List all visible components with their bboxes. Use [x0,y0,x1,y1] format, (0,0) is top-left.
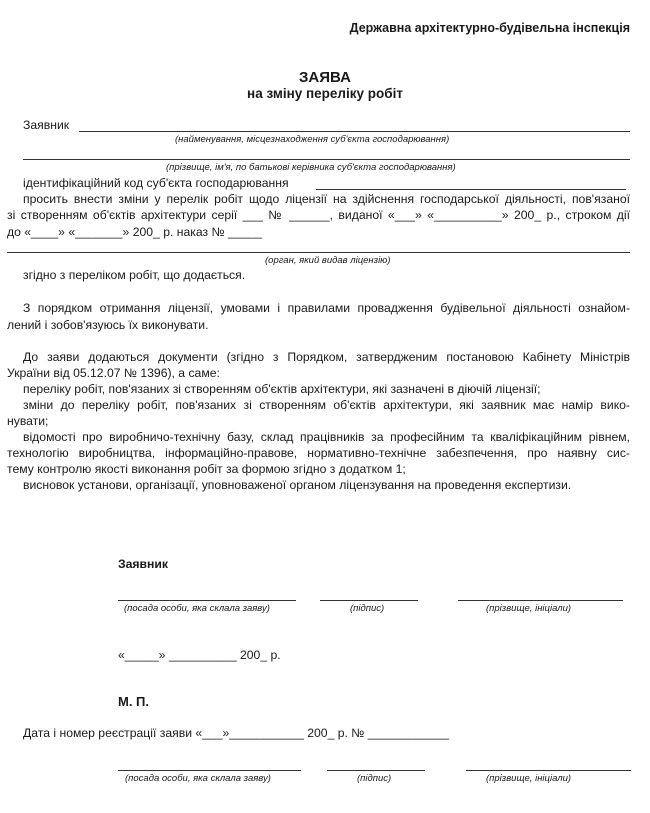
request-line-3: до «____» «_______» 200_ р. наказ № _____ [7,225,262,239]
applicant-entity-field[interactable] [79,131,630,132]
attachments-intro-1: До заяви додаються документи (згідно з Порядком, затвердженим постановою Кабінету Міністрів [23,350,630,364]
attachment-item-3a: відомості про виробничо-технічну базу, склад працівників за професійним та кваліфікаційним рівнем, [23,430,630,444]
registration-name-caption: (прізвище, ініціали) [486,773,572,784]
applicant-head-caption: (прізвище, ім'я, по батькові керівника суб'єкта господарювання) [166,162,456,173]
license-authority-field[interactable] [7,252,630,253]
signature-position-field[interactable] [118,600,296,601]
attachment-item-3c: тему контролю якості виконання робіт за формою згідно з додатком 1; [7,462,406,476]
request-line-4: згідно з переліком робіт, що додається. [23,268,246,282]
stamp-mark: М. П. [118,694,150,709]
signature-date-line: «_____» __________ 200_ р. [118,648,281,662]
signature-name-field[interactable] [458,600,623,601]
signature-sign-field[interactable] [320,600,418,601]
id-code-field[interactable] [316,189,626,190]
ack-line-2: лений і зобов'язуюсь їх виконувати. [7,318,209,332]
ack-line-1: З порядком отримання ліцензії, умовами і правилами провадження будівельної діяльності ознайом- [23,301,630,315]
attachments-intro-2: України від 05.12.07 № 1396), а саме: [7,366,220,380]
applicant-head-field[interactable] [23,159,630,160]
attachment-item-2b: нувати; [7,414,49,428]
id-code-label: ідентифікаційний код суб'єкта господарювання [23,176,289,190]
signature-position-caption: (посада особи, яка склала заяву) [124,603,270,614]
signature-applicant-label: Заявник [118,557,168,571]
attachment-item-4: висновок установи, організації, уповноваженої органом ліцензування на проведення експертизи. [23,478,572,492]
request-line-2: зі створенням об'єктів архітектури серії ___ № ______, виданої «___» «__________» 200_ р., строком дії [7,208,630,222]
registration-sign-field[interactable] [327,770,425,771]
request-line-1: просить внести зміни у перелік робіт щодо ліцензії на здійснення господарської діяльності, пов'язаної [23,192,630,206]
document-title: ЗАЯВА [299,69,351,86]
signature-name-caption: (прізвище, ініціали) [486,603,572,614]
registration-position-caption: (посада особи, яка склала заяву) [125,773,271,784]
registration-position-field[interactable] [118,770,301,771]
authority-header: Державна архітектурно-будівельна інспекція [349,21,630,35]
applicant-entity-caption: (найменування, місцезнаходження суб'єкта господарювання) [175,134,450,145]
registration-name-field[interactable] [466,770,631,771]
attachment-item-2a: зміни до переліку робіт, пов'язаних зі створенням об'єктів архітектури, які заявник має намір вико- [23,398,630,412]
attachment-item-1: переліку робіт, пов'язаних зі створенням об'єктів архітектури, які зазначені в діючій ліцензії; [23,382,541,396]
signature-sign-caption: (підпис) [350,603,385,614]
document-subtitle: на зміну переліку робіт [247,86,403,101]
applicant-label: Заявник [23,118,70,132]
registration-sign-caption: (підпис) [357,773,392,784]
license-authority-caption: (орган, який видав ліцензію) [265,255,391,266]
attachment-item-3b: технологію виробництва, інформаційно-правове, нормативно-технічне забезпечення, про наявну сис- [7,446,630,460]
registration-line: Дата і номер реєстрації заяви «___»___________ 200_ р. № ____________ [23,726,450,740]
